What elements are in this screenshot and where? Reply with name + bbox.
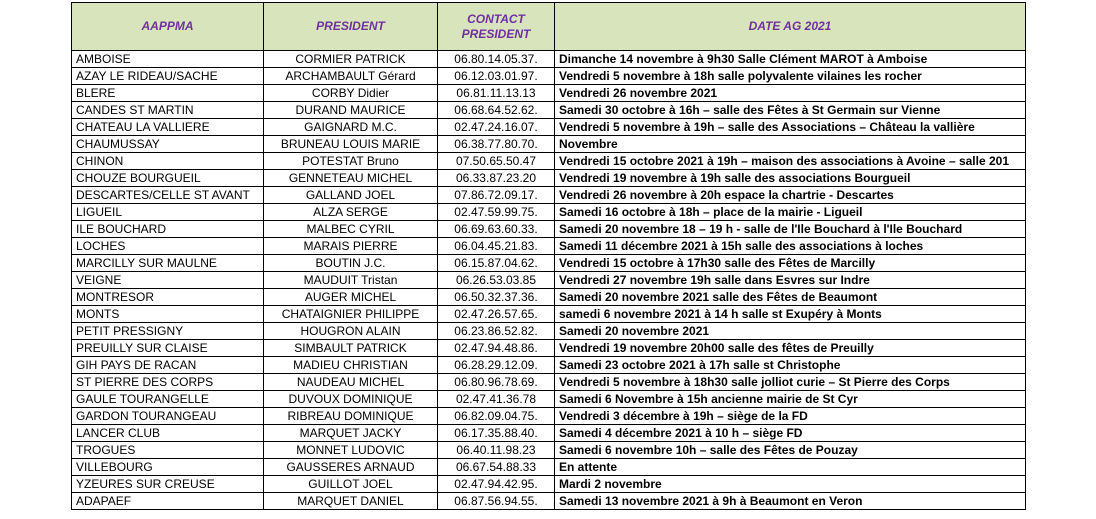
- cell-aappma: GAULE TOURANGELLE: [72, 391, 264, 408]
- cell-aappma: LIGUEIL: [72, 204, 264, 221]
- cell-date-ag: Samedi 30 octobre à 16h – salle des Fêtes à St Germain sur Vienne: [555, 102, 1026, 119]
- cell-president: MARQUET DANIEL: [264, 493, 438, 510]
- cell-aappma: DESCARTES/CELLE ST AVANT: [72, 187, 264, 204]
- cell-date-ag: Samedi 4 décembre 2021 à 10 h – siège FD: [555, 425, 1026, 442]
- cell-president: BRUNEAU LOUIS MARIE: [264, 136, 438, 153]
- header-contact-text: CONTACT PRESIDENT: [461, 11, 531, 41]
- cell-contact: 06.40.11.98.23: [438, 442, 555, 459]
- table-row: [72, 425, 1026, 442]
- cell-contact: 06.82.09.04.75.: [438, 408, 555, 425]
- cell-date-ag: Samedi 23 octobre 2021 à 17h salle st Christophe: [555, 357, 1026, 374]
- table-row: [72, 340, 1026, 357]
- cell-contact: 06.81.11.13.13: [438, 85, 555, 102]
- cell-date-ag: Vendredi 15 octobre à 17h30 salle des Fêtes de Marcilly: [555, 255, 1026, 272]
- cell-aappma: MONTRESOR: [72, 289, 264, 306]
- cell-contact: 06.68.64.52.62.: [438, 102, 555, 119]
- cell-contact: 02.47.94.48.86.: [438, 340, 555, 357]
- cell-contact: 07.86.72.09.17.: [438, 187, 555, 204]
- cell-contact: 06.80.96.78.69.: [438, 374, 555, 391]
- cell-date-ag: En attente: [555, 459, 1026, 476]
- header-date-ag: DATE AG 2021: [555, 3, 1026, 51]
- cell-date-ag: Vendredi 5 novembre à 18h30 salle jolliot curie – St Pierre des Corps: [555, 374, 1026, 391]
- cell-aappma: AMBOISE: [72, 51, 264, 68]
- cell-aappma: MONTS: [72, 306, 264, 323]
- cell-date-ag: Vendredi 26 novembre à 20h espace la chartrie - Descartes: [555, 187, 1026, 204]
- table-row: [72, 51, 1026, 68]
- cell-president: BOUTIN J.C.: [264, 255, 438, 272]
- header-row: [72, 3, 1026, 51]
- cell-contact: 02.47.41.36.78: [438, 391, 555, 408]
- cell-president: RIBREAU DOMINIQUE: [264, 408, 438, 425]
- table-row: [72, 374, 1026, 391]
- cell-date-ag: Samedi 6 novembre 10h – salle des Fêtes de Pouzay: [555, 442, 1026, 459]
- cell-contact: 06.26.53.03.85: [438, 272, 555, 289]
- cell-contact: 02.47.26.57.65.: [438, 306, 555, 323]
- header-contact-president: [438, 3, 555, 51]
- cell-contact: 06.17.35.88.40.: [438, 425, 555, 442]
- cell-aappma: CANDES ST MARTIN: [72, 102, 264, 119]
- cell-president: GUILLOT JOEL: [264, 476, 438, 493]
- cell-date-ag: Samedi 6 Novembre à 15h ancienne mairie de St Cyr: [555, 391, 1026, 408]
- cell-aappma: ST PIERRE DES CORPS: [72, 374, 264, 391]
- table-row: [72, 306, 1026, 323]
- cell-contact: 06.23.86.52.82.: [438, 323, 555, 340]
- table-row: [72, 442, 1026, 459]
- cell-date-ag: Samedi 16 octobre à 18h – place de la mairie - Ligueil: [555, 204, 1026, 221]
- cell-contact: 02.47.94.42.95.: [438, 476, 555, 493]
- cell-president: MARAIS PIERRE: [264, 238, 438, 255]
- cell-aappma: CHINON: [72, 153, 264, 170]
- cell-aappma: BLERE: [72, 85, 264, 102]
- cell-president: MONNET LUDOVIC: [264, 442, 438, 459]
- table-row: [72, 323, 1026, 340]
- cell-aappma: AZAY LE RIDEAU/SACHE: [72, 68, 264, 85]
- table-row: [72, 357, 1026, 374]
- cell-aappma: LANCER CLUB: [72, 425, 264, 442]
- cell-aappma: CHOUZE BOURGUEIL: [72, 170, 264, 187]
- cell-contact: 06.15.87.04.62.: [438, 255, 555, 272]
- table-row: [72, 204, 1026, 221]
- table-row: [72, 255, 1026, 272]
- cell-aappma: VEIGNE: [72, 272, 264, 289]
- cell-president: MARQUET JACKY: [264, 425, 438, 442]
- table-body: [72, 51, 1026, 510]
- cell-date-ag: Vendredi 19 novembre 20h00 salle des fêtes de Preuilly: [555, 340, 1026, 357]
- cell-contact: 06.12.03.01.97.: [438, 68, 555, 85]
- cell-date-ag: Samedi 20 novembre 18 – 19 h - salle de l'Ile Bouchard à l'Ile Bouchard: [555, 221, 1026, 238]
- cell-date-ag: Vendredi 26 novembre 2021: [555, 85, 1026, 102]
- table-row: [72, 68, 1026, 85]
- header-president: PRESIDENT: [264, 3, 438, 51]
- cell-aappma: YZEURES SUR CREUSE: [72, 476, 264, 493]
- cell-date-ag: samedi 6 novembre 2021 à 14 h salle st Exupéry à Monts: [555, 306, 1026, 323]
- cell-contact: 07.50.65.50.47: [438, 153, 555, 170]
- cell-date-ag: Samedi 11 décembre 2021 à 15h salle des associations à loches: [555, 238, 1026, 255]
- table-row: [72, 136, 1026, 153]
- cell-date-ag: Vendredi 19 novembre à 19h salle des associations Bourgueil: [555, 170, 1026, 187]
- cell-aappma: PREUILLY SUR CLAISE: [72, 340, 264, 357]
- cell-president: CORBY Didier: [264, 85, 438, 102]
- cell-contact: 02.47.59.99.75.: [438, 204, 555, 221]
- table-row: [72, 221, 1026, 238]
- cell-contact: 06.38.77.80.70.: [438, 136, 555, 153]
- cell-president: MALBEC CYRIL: [264, 221, 438, 238]
- cell-president: CHATAIGNIER PHILIPPE: [264, 306, 438, 323]
- cell-president: DUVOUX DOMINIQUE: [264, 391, 438, 408]
- table-row: [72, 102, 1026, 119]
- cell-aappma: GIH PAYS DE RACAN: [72, 357, 264, 374]
- cell-contact: 06.87.56.94.55.: [438, 493, 555, 510]
- cell-aappma: ILE BOUCHARD: [72, 221, 264, 238]
- table-row: [72, 119, 1026, 136]
- cell-contact: 06.28.29.12.09.: [438, 357, 555, 374]
- table-row: [72, 187, 1026, 204]
- cell-president: SIMBAULT PATRICK: [264, 340, 438, 357]
- cell-date-ag: Novembre: [555, 136, 1026, 153]
- table-row: [72, 459, 1026, 476]
- table-row: [72, 238, 1026, 255]
- cell-contact: 06.04.45.21.83.: [438, 238, 555, 255]
- cell-president: GAUSSERES ARNAUD: [264, 459, 438, 476]
- cell-date-ag: Vendredi 27 novembre 19h salle dans Esvres sur Indre: [555, 272, 1026, 289]
- table-row: [72, 85, 1026, 102]
- cell-president: AUGER MICHEL: [264, 289, 438, 306]
- cell-aappma: ADAPAEF: [72, 493, 264, 510]
- cell-date-ag: Dimanche 14 novembre à 9h30 Salle Clément MAROT à Amboise: [555, 51, 1026, 68]
- cell-aappma: LOCHES: [72, 238, 264, 255]
- cell-president: CORMIER PATRICK: [264, 51, 438, 68]
- cell-aappma: MARCILLY SUR MAULNE: [72, 255, 264, 272]
- cell-date-ag: Vendredi 5 novembre à 19h – salle des Associations – Château la vallière: [555, 119, 1026, 136]
- table-row: [72, 408, 1026, 425]
- cell-president: MAUDUIT Tristan: [264, 272, 438, 289]
- cell-president: GENNETEAU MICHEL: [264, 170, 438, 187]
- table-row: [72, 476, 1026, 493]
- cell-contact: 06.69.63.60.33.: [438, 221, 555, 238]
- table-row: [72, 391, 1026, 408]
- cell-contact: 06.50.32.37.36.: [438, 289, 555, 306]
- header-aappma: AAPPMA: [72, 3, 264, 51]
- cell-president: GAIGNARD M.C.: [264, 119, 438, 136]
- table-row: [72, 272, 1026, 289]
- table-row: [72, 153, 1026, 170]
- cell-contact: 02.47.24.16.07.: [438, 119, 555, 136]
- cell-president: POTESTAT Bruno: [264, 153, 438, 170]
- cell-president: HOUGRON ALAIN: [264, 323, 438, 340]
- cell-aappma: VILLEBOURG: [72, 459, 264, 476]
- cell-date-ag: Samedi 13 novembre 2021 à 9h à Beaumont en Veron: [555, 493, 1026, 510]
- ag-dates-table: [71, 2, 1026, 510]
- cell-contact: 06.33.87.23.20: [438, 170, 555, 187]
- table-row: [72, 493, 1026, 510]
- cell-contact: 06.80.14.05.37.: [438, 51, 555, 68]
- cell-president: MADIEU CHRISTIAN: [264, 357, 438, 374]
- cell-aappma: GARDON TOURANGEAU: [72, 408, 264, 425]
- table-row: [72, 170, 1026, 187]
- cell-president: DURAND MAURICE: [264, 102, 438, 119]
- cell-president: ARCHAMBAULT Gérard: [264, 68, 438, 85]
- cell-date-ag: Vendredi 5 novembre à 18h salle polyvalente vilaines les rocher: [555, 68, 1026, 85]
- table-row: [72, 289, 1026, 306]
- cell-president: ALZA SERGE: [264, 204, 438, 221]
- cell-aappma: CHAUMUSSAY: [72, 136, 264, 153]
- cell-contact: 06.67.54.88.33: [438, 459, 555, 476]
- cell-date-ag: Vendredi 15 octobre 2021 à 19h – maison des associations à Avoine – salle 201: [555, 153, 1026, 170]
- cell-aappma: CHATEAU LA VALLIERE: [72, 119, 264, 136]
- cell-president: NAUDEAU MICHEL: [264, 374, 438, 391]
- cell-date-ag: Samedi 20 novembre 2021 salle des Fêtes de Beaumont: [555, 289, 1026, 306]
- cell-president: GALLAND JOEL: [264, 187, 438, 204]
- cell-date-ag: Vendredi 3 décembre à 19h – siège de la FD: [555, 408, 1026, 425]
- cell-date-ag: Mardi 2 novembre: [555, 476, 1026, 493]
- cell-aappma: PETIT PRESSIGNY: [72, 323, 264, 340]
- cell-date-ag: Samedi 20 novembre 2021: [555, 323, 1026, 340]
- cell-aappma: TROGUES: [72, 442, 264, 459]
